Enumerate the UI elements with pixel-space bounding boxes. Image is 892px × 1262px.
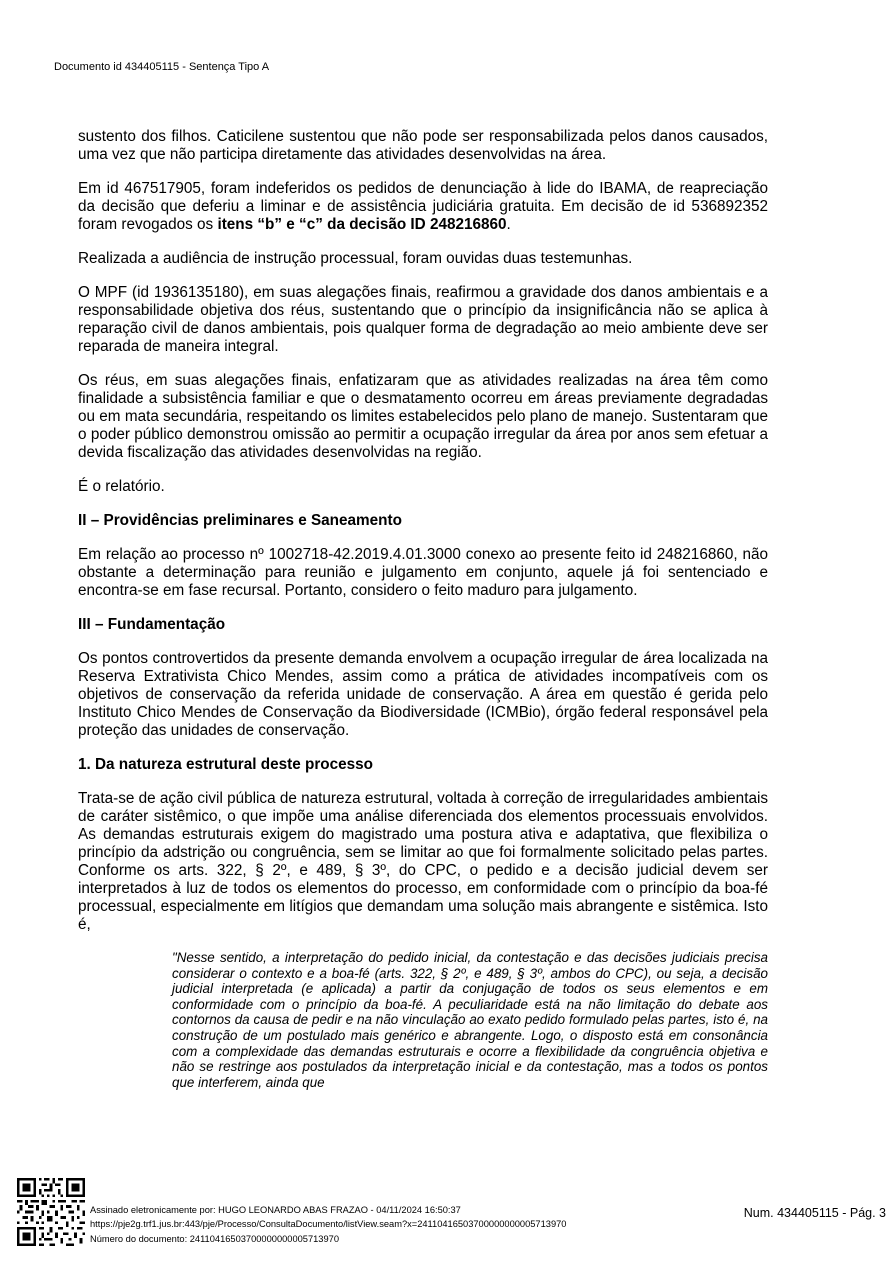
signed-by-line: Assinado eletronicamente por: HUGO LEONARDO ABAS FRAZAO - 04/11/2024 16:50:37 <box>90 1205 461 1215</box>
document-body <box>78 128 768 1106</box>
block-quote-citation: "Nesse sentido, a interpretação do pedido inicial, da contestação e das decisões judiciais precisa considerar o contexto e a boa-fé (arts. 322, § 2º, e 489, § 3º, ambos do CPC), ou seja, a decisão judicial interpretada (e aplicada) a partir da conjugação de todos os seus elementos e em conformidade com o princípio da boa-fé. A peculiaridade está na não limitação do debate aos contornos da causa de pedir e na não vinculação ao exato pedido formulado pelas partes, isto é, na construção de um postulado mais genérico e abrangente. Logo, o disposto está em consonância com a complexidade das demandas estruturais e ocorre a flexibilidade da congruência objetiva e não se restringe aos postulados da interpretação inicial e da contestação, mas a todos os pontos que interferem, ainda que <box>172 950 768 1090</box>
paragraph-defense-caticilene: sustento dos filhos. Caticilene sustentou que não pode ser responsabilizada pelos danos causados, uma vez que não participa diretamente das atividades desenvolvidas na área. <box>78 128 768 163</box>
paragraph-report-end: É o relatório. <box>78 478 165 495</box>
paragraph-controversial-points: Os pontos controvertidos da presente demanda envolvem a ocupação irregular de área localizada na Reserva Extrativista Chico Mendes, assim como a prática de atividades incompatíveis com os objetivos de conservação da referida unidade de conservação. A área em questão é gerida pelo Instituto Chico Mendes de Conservação da Biodiversidade (ICMBio), órgão federal responsável pela proteção das unidades de conservação. <box>78 650 768 739</box>
paragraph-hearing: Realizada a audiência de instrução processual, foram ouvidas duas testemunhas. <box>78 250 633 267</box>
paragraph-decisions-text: Em id 467517905, foram indeferidos os pedidos de denunciação à lide do IBAMA, de reapreciação da decisão que deferiu a liminar e de assistência judiciária gratuita. Em decisão de id 536892352 foram revogados os <box>78 180 768 233</box>
paragraph-mpf-allegations: O MPF (id 1936135180), em suas alegações finais, reafirmou a gravidade dos danos ambientais e a responsabilidade objetiva dos réus, sustentando que o princípio da insignificância não se aplica à reparação civil de danos ambientais, pois qualquer forma de degradação ao meio ambiente deve ser reparada de maneira integral. <box>78 284 768 355</box>
revoked-items-emphasis: itens “b” e “c” da decisão ID 248216860 <box>217 216 507 233</box>
paragraph-structural-action: Trata-se de ação civil pública de natureza estrutural, voltada à correção de irregularidades ambientais de caráter sistêmico, o que impõe uma análise diferenciada dos elementos processuais envolvidos. As demandas estruturais exigem do magistrado uma postura ativa e adaptativa, que flexibiliza o princípio da adstrição ou congruência, sem se limitar ao que foi formalmente solicitado pelas partes. Conforme os arts. 322, § 2º, e 489, § 3º, do CPC, o pedido e a decisão judicial devem ser interpretados à luz de todos os elementos do processo, em conformidade com o princípio da boa-fé processual, especialmente em litígios que demandam uma solução mais abrangente e sistêmica. Isto é, <box>78 790 768 933</box>
electronic-signature-block <box>90 1203 566 1246</box>
page-number: Num. 434405115 - Pág. 3 <box>743 1206 886 1220</box>
paragraph-decisions <box>78 180 768 234</box>
document-number-line: Número do documento: 24110416503700000000005713970 <box>90 1233 339 1244</box>
paragraph-decisions-end: . <box>506 216 511 233</box>
qr-code-icon <box>17 1178 85 1246</box>
subsection-heading-structural: 1. Da natureza estrutural deste processo <box>78 756 373 773</box>
document-url-link[interactable]: https://pje2g.trf1.jus.br:443/pje/Processo/ConsultaDocumento/listView.seam?x=24110416503700000000005713970 <box>90 1219 567 1230</box>
section-heading-preliminary: II – Providências preliminares e Saneamento <box>78 512 402 529</box>
section-heading-grounds: III – Fundamentação <box>78 616 226 633</box>
paragraph-defendants-allegations: Os réus, em suas alegações finais, enfatizaram que as atividades realizadas na área têm como finalidade a subsistência familiar e que o desmatamento ocorreu em áreas previamente degradadas ou em mata secundária, respeitando os limites estabelecidos pelo plano de manejo. Sustentaram que o poder público demonstrou omissão ao permitir a ocupação irregular da área por anos sem efetuar a devida fiscalização das atividades desenvolvidas na região. <box>78 372 768 461</box>
paragraph-related-process: Em relação ao processo nº 1002718-42.2019.4.01.3000 conexo ao presente feito id 248216860, não obstante a determinação para reunião e julgamento em conjunto, aquele já foi sentenciado e encontra-se em fase recursal. Portanto, considero o feito maduro para julgamento. <box>78 546 768 599</box>
document-id-header: Documento id 434405115 - Sentença Tipo A <box>54 61 270 73</box>
